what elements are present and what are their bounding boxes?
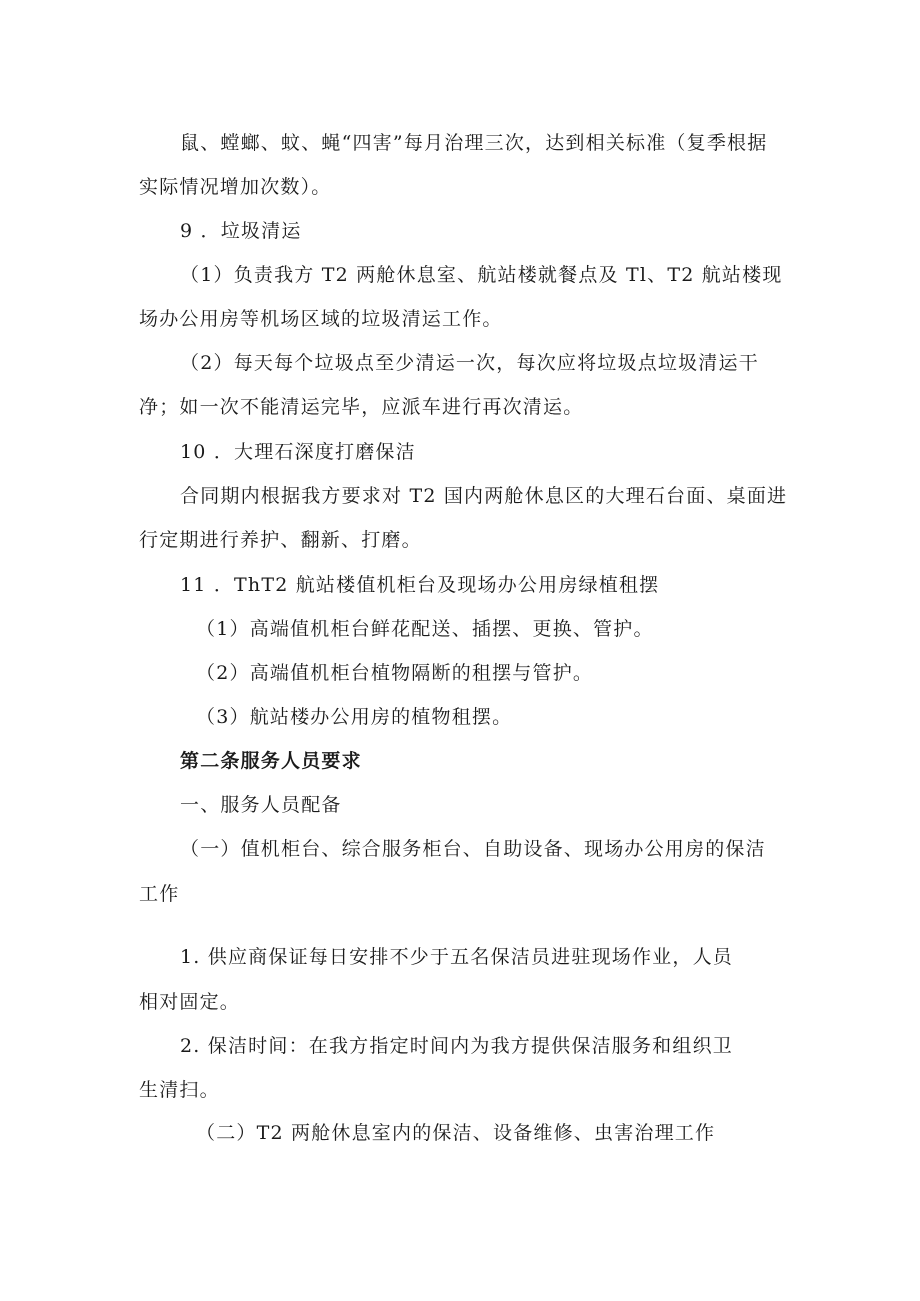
section-heading: 10 ．大理石深度打磨保洁 xyxy=(180,441,416,463)
article-heading: 第二条服务人员要求 xyxy=(180,750,362,772)
text-line: 实际情况增加次数）。 xyxy=(139,176,332,198)
list-item: （1）高端值机柜台鲜花配送、插摆、更换、管护。 xyxy=(196,618,654,640)
section-heading: 一、服务人员配备 xyxy=(180,794,342,816)
text-line: 场办公用房等机场区域的垃圾清运工作。 xyxy=(139,308,503,330)
text-line: 净；如一次不能清运完毕，应派车进行再次清运。 xyxy=(139,396,584,418)
text-line: 1. 供应商保证每日安排不少于五名保洁员进驻现场作业，人员 xyxy=(180,946,733,968)
list-item: （3）航站楼办公用房的植物租摆。 xyxy=(196,706,513,728)
text-line: （1）负责我方 T2 两舱休息室、航站楼就餐点及 Tl、T2 航站楼现 xyxy=(180,264,783,286)
section-heading: 11 ．ThT2 航站楼值机柜台及现场办公用房绿植租摆 xyxy=(180,574,660,596)
text-line: 合同期内根据我方要求对 T2 国内两舱休息区的大理石台面、桌面进 xyxy=(180,485,788,507)
list-item: （2）高端值机柜台植物隔断的租摆与管护。 xyxy=(196,662,594,684)
section-heading: （二）T2 两舱休息室内的保洁、设备维修、虫害治理工作 xyxy=(196,1122,716,1144)
text-line: 2. 保洁时间：在我方指定时间内为我方提供保洁服务和组织卫 xyxy=(180,1035,733,1057)
text-line: （一）值机柜台、综合服务柜台、自助设备、现场办公用房的保洁 xyxy=(180,838,766,860)
text-line: 鼠、螳螂、蚊、蝇“四害”每月治理三次，达到相关标准（复季根据 xyxy=(180,132,768,154)
text-line: 生清扫。 xyxy=(139,1079,220,1101)
text-line: 工作 xyxy=(139,883,180,905)
text-line: 相对固定。 xyxy=(139,991,241,1013)
section-heading: 9 ．垃圾清运 xyxy=(180,220,302,242)
text-line: （2）每天每个垃圾点至少清运一次，每次应将垃圾点垃圾清运干 xyxy=(180,352,759,374)
text-line: 行定期进行养护、翻新、打磨。 xyxy=(139,529,422,551)
